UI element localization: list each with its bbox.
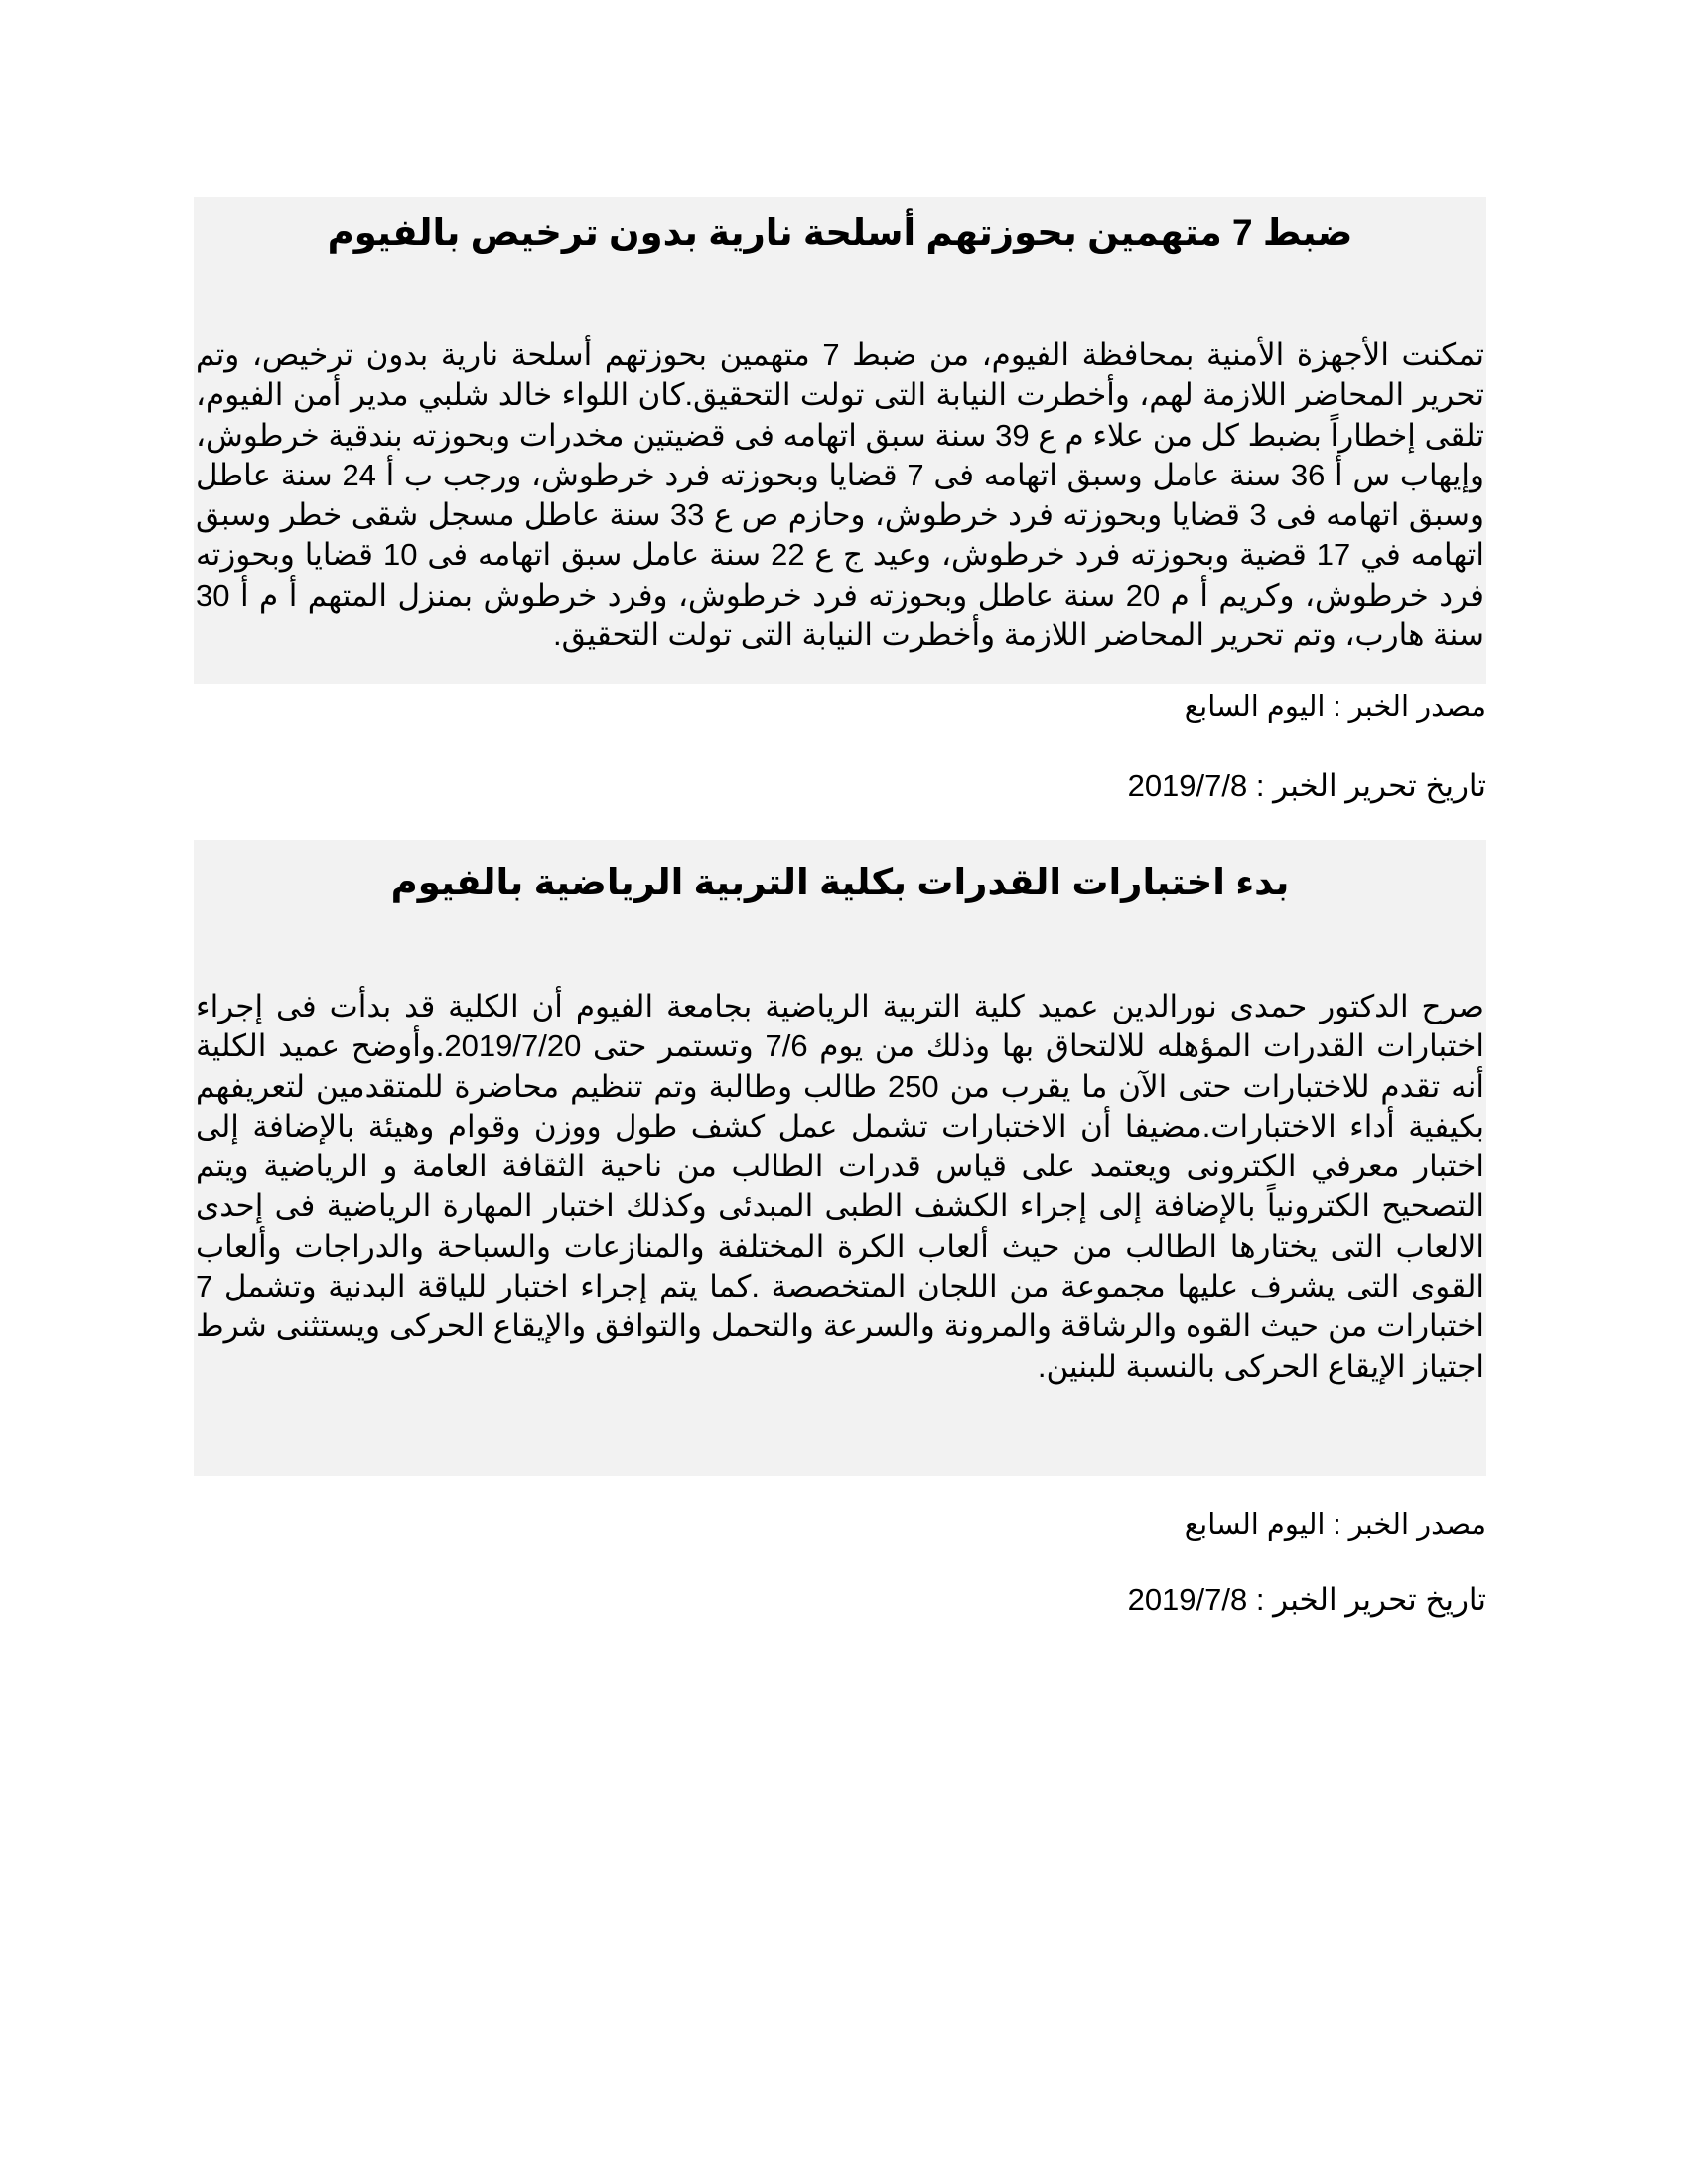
article-2-title: بدء اختبارات القدرات بكلية التربية الرياضية بالفيوم [390,862,1290,902]
article-1-source: مصدر الخبر : اليوم السابع [1184,691,1486,723]
article-1 [194,197,1486,684]
article-2-body: صرح الدكتور حمدى نورالدين عميد كلية التربية الرياضية بجامعة الفيوم أن الكلية قد بدأت فى إجراء اختبارات القدرات المؤهله للالتحاق بها وذلك من يوم 7/6 وتستمر حتى 2019/7/20.وأوضح عميد الكلية أنه تقدم للاختبارات حتى الآن ما يقرب من 250 طالب وطالبة وتم تنظيم محاضرة للمتقدمين لتعريفهم بكيفية أداء الاختبارات.مضيفا أن الاختبارات تشمل عمل كشف طول ووزن وقوام وهيئة بالإضافة إلى اختبار معرفي الكترونى ويعتمد على قياس قدرات الطالب من ناحية الثقافة العامة و الرياضية ويتم التصحيح الكترونياً بالإضافة إلى إجراء الكشف الطبى المبدئى وكذلك اختبار المهارة الرياضية فى إحدى الالعاب التى يختارها الطالب من حيث ألعاب الكرة المختلفة والمنازعات والسباحة والدراجات وألعاب القوى التى يشرف عليها مجموعة من اللجان المتخصصة .كما يتم إجراء اختبار للياقة البدنية وتشمل 7 اختبارات من حيث القوه والرشاقة والمرونة والسرعة والتحمل والتوافق والإيقاع الحركى ويستثنى شرط اجتياز الإيقاع الحركى بالنسبة للبنين. [196,989,1485,1384]
article-1-title: ضبط 7 متهمين بحوزتهم أسلحة نارية بدون ترخيص بالفيوم [327,212,1353,253]
article-1-date: تاريخ تحرير الخبر : 2019/7/8 [1127,768,1486,803]
article-1-body: تمكنت الأجهزة الأمنية بمحافظة الفيوم، من ضبط 7 متهمين بحوزتهم أسلحة نارية بدون ترخيص، وتم تحرير المحاضر اللازمة لهم، وأخطرت النيابة التى تولت التحقيق.كان اللواء خالد شلبي مدير أمن الفيوم، تلقى إخطاراً بضبط كل من علاء م ع 39 سنة سبق اتهامه فى قضيتين مخدرات وبحوزته بندقية خرطوش، وإيهاب س أ 36 سنة عامل وسبق اتهامه فى 7 قضايا وبحوزته فرد خرطوش، ورجب ب أ 24 سنة عاطل وسبق اتهامه فى 3 قضايا وبحوزته فرد خرطوش، وحازم ص ع 33 سنة عاطل مسجل شقى خطر وسبق اتهامه في 17 قضية وبحوزته فرد خرطوش، وعيد ج ع 22 سنة عامل سبق اتهامه فى 10 قضايا وبحوزته فرد خرطوش، وكريم أ م 20 سنة عاطل وبحوزته فرد خرطوش، وفرد خرطوش بمنزل المتهم أ م أ 30 سنة هارب، وتم تحرير المحاضر اللازمة وأخطرت النيابة التى تولت التحقيق. [196,338,1484,653]
article-2-source: مصدر الخبر : اليوم السابع [1184,1509,1486,1541]
article-2-date: تاريخ تحرير الخبر : 2019/7/8 [1127,1582,1486,1617]
article-2 [194,840,1486,1476]
